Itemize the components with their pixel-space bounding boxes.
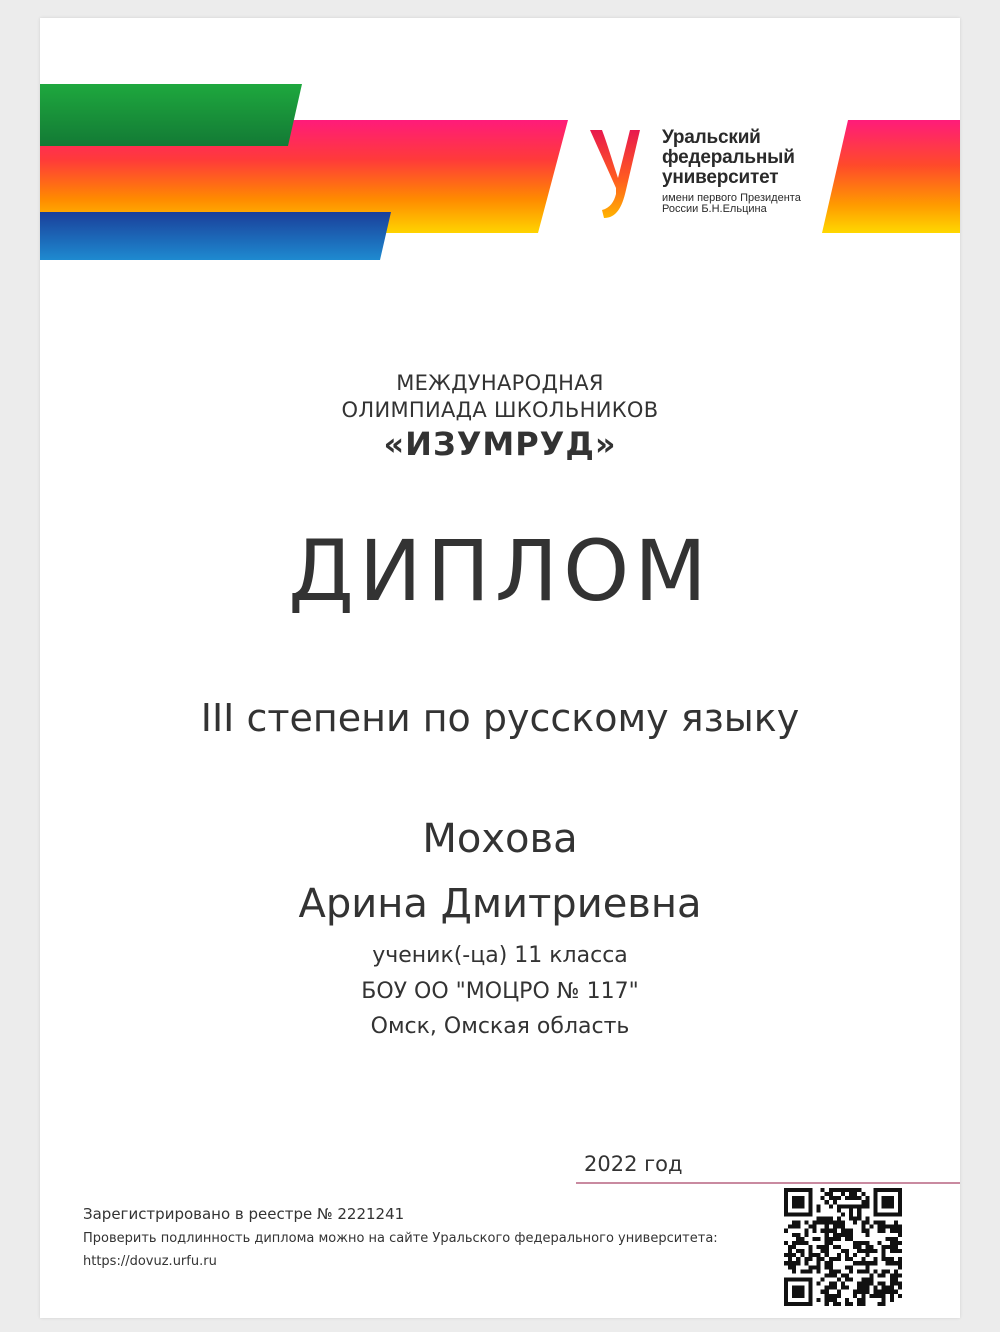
university-name-line: университет (662, 167, 779, 188)
recipient-school: БОУ ОО "МОЦРО № 117" (361, 979, 639, 1004)
university-subtitle-line: России Б.Н.Ельцина (662, 203, 767, 215)
diploma-sheet (40, 18, 960, 1318)
verify-note: Проверить подлинность диплома можно на сайте Уральского федерального университета: (83, 1231, 718, 1246)
university-logo (588, 126, 828, 236)
olympiad-name: «ИЗУМРУД» (383, 425, 617, 463)
green-stripe (40, 84, 302, 146)
rainbow-stripe-right (822, 120, 960, 233)
recipient-location: Омск, Омская область (370, 1014, 630, 1039)
urfu-logo-icon (588, 126, 652, 226)
year-underline (576, 1182, 960, 1184)
university-name (662, 128, 801, 215)
olympiad-line-1: МЕЖДУНАРОДНАЯ (396, 371, 604, 395)
university-name-line: федеральный (662, 147, 795, 168)
recipient-grade: ученик(-ца) 11 класса (372, 943, 628, 968)
olympiad-line-2: ОЛИМПИАДА ШКОЛЬНИКОВ (341, 398, 659, 422)
university-name-line: Уральский (662, 127, 761, 148)
diploma-title: ДИПЛОМ (288, 522, 712, 620)
recipient-given-names: Арина Дмитриевна (298, 881, 702, 927)
recipient-surname: Мохова (422, 816, 578, 862)
verify-url-link[interactable]: https://dovuz.urfu.ru (83, 1254, 217, 1269)
qr-code-icon[interactable] (784, 1188, 902, 1306)
diploma-year: 2022 год (584, 1152, 683, 1176)
diploma-degree: III степени по русскому языку (200, 696, 800, 740)
blue-stripe (40, 212, 391, 260)
registry-number: Зарегистрировано в реестре № 2221241 (83, 1205, 405, 1223)
university-subtitle-line: имени первого Президента (662, 192, 801, 204)
